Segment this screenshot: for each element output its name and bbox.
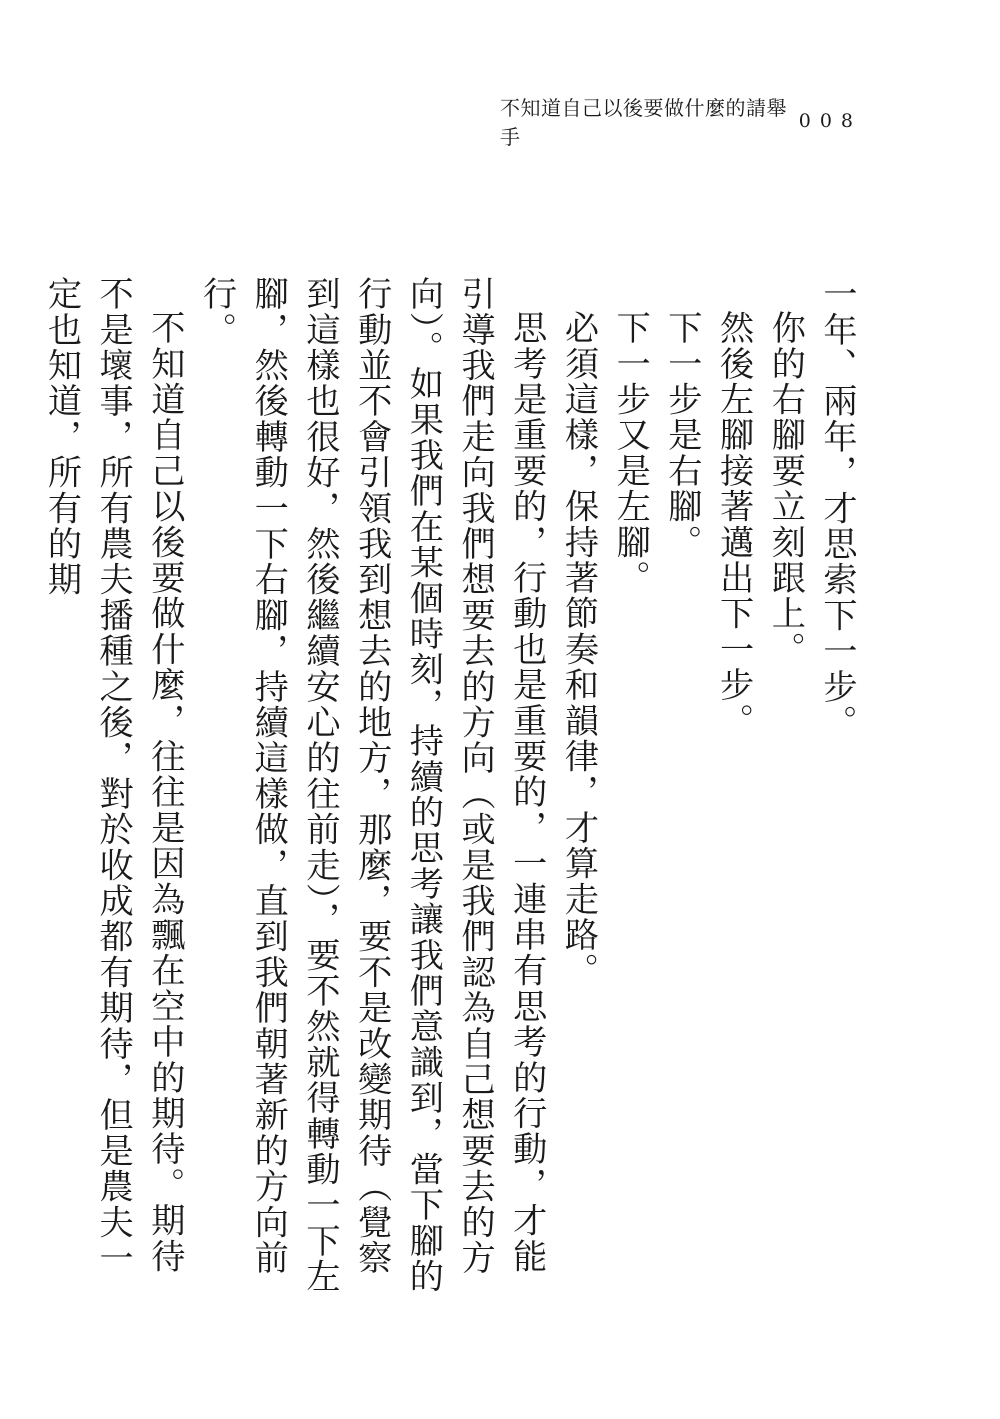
paragraph-4: 下一步是右腳。 (661, 310, 702, 561)
paragraph-3: 然後左腳接著邁出下一步。 (713, 310, 754, 739)
running-head (500, 96, 862, 149)
page-number: 008 (798, 110, 862, 132)
paragraph-7: 思考是重要的，行動也是重要的，一連串有思考的行動，才能引導我們走向我們想要去的方向（或是我們認為自己想要去的方向）。如果我們在某個時刻，持續的思考讓我們意識到，當下腳的行動並不會引領我到想去的地方，那麼，要不是改變期待（覺察到這樣也很好，然後繼續安心的往前走），要不然就得轉動一下左腳，然後轉動一下右腳，持續這樣做，直到我們朝著新的方向前行。 (196, 276, 547, 1295)
paragraph-6: 必須這樣，保持著節奏和韻律，才算走路。 (558, 310, 599, 989)
paragraph-2: 你的右腳要立刻跟上。 (765, 310, 806, 668)
body-text (41, 276, 862, 1306)
paragraph-8: 不知道自己以後要做什麼，往往是因為飄在空中的期待。期待不是壞事，所有農夫播種之後，對於收成都有期待，但是農夫一定也知道，所有的期 (41, 276, 185, 1276)
paragraph-5: 下一步又是左腳。 (610, 310, 651, 596)
chapter-title: 不知道自己以後要做什麼的請舉手 (500, 96, 787, 149)
paragraph-1: 一年、兩年，才思索下一步。 (817, 276, 857, 741)
